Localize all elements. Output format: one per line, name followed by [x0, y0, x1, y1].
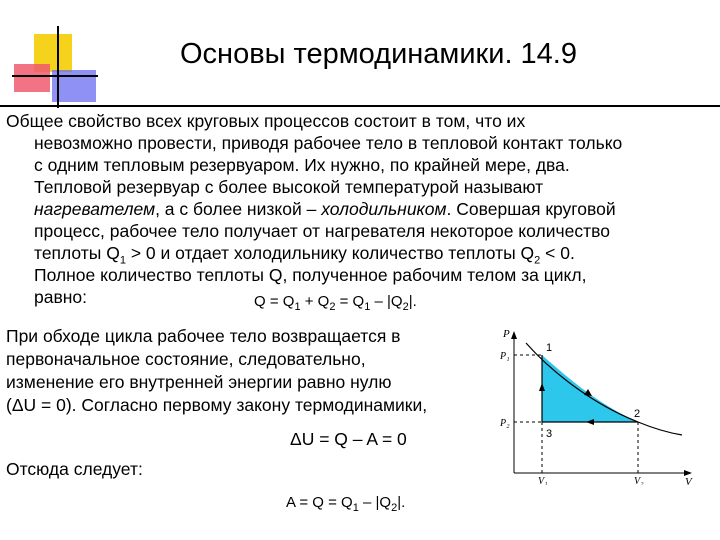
- paragraph2-line3: изменение его внутренней энергии равно нулю: [6, 372, 392, 392]
- line7-part-a: теплоты Q: [34, 243, 120, 263]
- point-2-label: 2: [634, 408, 641, 420]
- conclusion-text: Отсюда следует:: [6, 459, 143, 479]
- f3-s1: 1: [352, 502, 359, 514]
- term-cooler: холодильником: [321, 199, 447, 219]
- p-axis-label: P: [503, 328, 510, 340]
- paragraph1-line5: [34, 198, 616, 220]
- f3-s2: 2: [391, 502, 398, 514]
- v-axis-label: V: [685, 476, 692, 485]
- f1-c: = Q: [335, 293, 365, 310]
- f1-s1: 1: [294, 301, 301, 313]
- point-1-label: 1: [546, 342, 553, 354]
- title-divider: [0, 105, 720, 107]
- paragraph2-line1: При обходе цикла рабочее тело возвращается в: [6, 326, 401, 346]
- slide-title: Основы термодинамики. 14.9: [180, 38, 577, 70]
- pv-diagram: [500, 325, 700, 485]
- paragraph1-line2: невозможно провести, приводя рабочее тело в тепловой контакт только: [34, 133, 623, 153]
- v1-label: V₁: [538, 476, 548, 485]
- internal-energy-formula: ΔU = Q – A = 0: [290, 429, 407, 449]
- paragraph1-line6: процесс, рабочее тело получает от нагревателя некоторое количество: [34, 221, 610, 241]
- f3-c: |.: [397, 494, 406, 511]
- f1-b: + Q: [300, 293, 330, 310]
- paragraph1-line9: равно:: [34, 287, 88, 307]
- paragraph1-line3: с одним тепловым резервуаром. Их нужно, по крайней мере, два.: [34, 155, 570, 175]
- p2-label: P₂: [500, 418, 510, 429]
- line5-end: . Совершая круговой: [446, 199, 616, 219]
- point-3-label: 3: [546, 428, 553, 440]
- term-heater: нагревателем: [34, 199, 156, 219]
- paragraph1-line1: Общее свойство всех круговых процессов состоит в том, что их: [6, 111, 526, 131]
- f1-s3: 1: [364, 301, 371, 313]
- f1-s4: 2: [402, 301, 409, 313]
- f1-a: Q = Q: [254, 293, 295, 310]
- logo-red-square: [14, 64, 50, 92]
- logo-horizontal-line: [12, 75, 98, 77]
- paragraph1-line4: Тепловой резервуар с более высокой температурой называют: [34, 177, 544, 197]
- heat-formula: [254, 293, 417, 313]
- line7-part-b: > 0 и отдает холодильнику количество теплоты Q: [125, 243, 535, 263]
- line7-part-c: < 0.: [540, 243, 575, 263]
- line5-mid: , а с более низкой –: [155, 199, 322, 219]
- f1-e: |.: [408, 293, 417, 310]
- p1-label: P₁: [500, 351, 510, 362]
- work-formula: [286, 494, 405, 514]
- y-axis-arrow: [511, 331, 517, 339]
- logo-vertical-line: [57, 26, 59, 108]
- f3-b: – |Q: [358, 494, 392, 511]
- f1-d: – |Q: [370, 293, 403, 310]
- paragraph2-line2: первоначальное состояние, следовательно,: [6, 349, 366, 369]
- paragraph1-line8: Полное количество теплоты Q, полученное рабочим телом за цикл,: [34, 265, 587, 285]
- f1-s2: 2: [329, 301, 336, 313]
- line7-sub1: 1: [119, 254, 126, 267]
- v2-label: V₂: [634, 476, 644, 485]
- line7-sub2: 2: [534, 254, 541, 267]
- f3-a: A = Q = Q: [286, 494, 353, 511]
- cycle-area: [542, 355, 641, 422]
- paragraph2-line4: (ΔU = 0). Согласно первому закону термодинамики,: [6, 395, 428, 415]
